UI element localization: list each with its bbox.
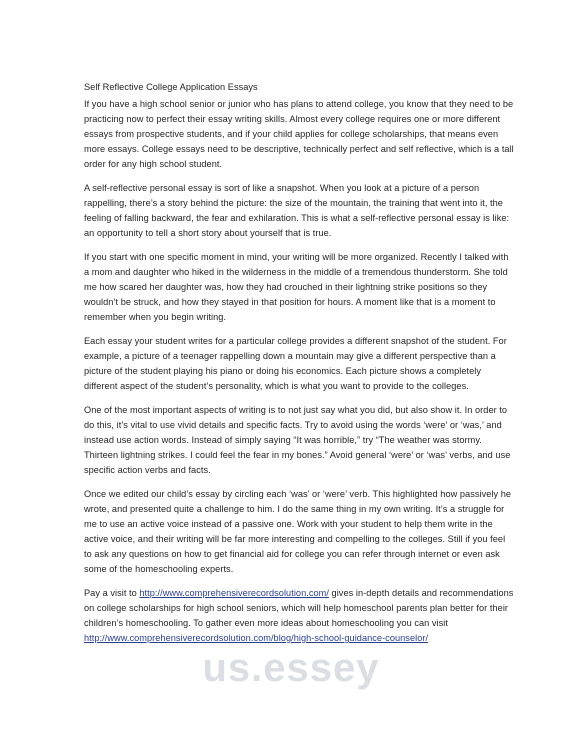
paragraph-4: Each essay your student writes for a particular college provides a different snapshot of the student. For example, a picture of a teenager rappelling down a mountain may give a different perspective than a picture of the student playing his piano or doing his economics. Each picture shows a completely different aspect of the student’s personality, which is what you want to provide to the colleges. (84, 336, 507, 391)
guidance-counselor-link[interactable]: http://www.comprehensiverecordsolution.com/blog/high-school-guidance-counselor/ (84, 633, 429, 643)
closing-middle-text: gives in-depth details and recommendations on college scholarships for high school seniors, which will help homeschool parents plan better for their children’s homeschooling. To gather even more ideas about homeschooling you can visit (84, 588, 514, 628)
watermark-logo: us.essey (202, 646, 380, 690)
closing-paragraph (84, 586, 514, 646)
comprehensive-record-link[interactable]: http://www.comprehensiverecordsolution.com/ (139, 588, 329, 598)
paragraph-3: If you start with one specific moment in mind, your writing will be more organized. Recently I talked with a mom and daughter who hiked in the wilderness in the middle of a tremendous thunderstorm. She told me how scared her daughter was, how they had crouched in their lightning strike positions so they wouldn’t be struck, and how they stayed in that position for hours. A moment like that is a moment to remember when you begin writing. (84, 252, 509, 322)
paragraph-2: A self-reflective personal essay is sort of like a snapshot. When you look at a picture of a person rappelling, there’s a story behind the picture: the size of the mountain, the training that went into it, the feeling of falling backward, the fear and exhilaration. This is what a self-reflective personal essay is like: an opportunity to tell a short story about yourself that is true. (84, 183, 510, 238)
paragraph-1: If you have a high school senior or junior who has plans to attend college, you know that they need to be practicing now to perfect their essay writing skills. Almost every college requires one or more different essays from prospective students, and if your child applies for college scholarships, that means even more essays. College essays need to be descriptive, technically perfect and self reflective, which is a tall order for any high school student. (84, 99, 514, 169)
paragraph-6: Once we edited our child’s essay by circling each ‘was’ or ‘were’ verb. This highlighted how passively he wrote, and presented quite a challenge to him. I do the same thing in my own writing. It’s a struggle for me to use an active voice instead of a passive one. Work with your student to help them write in the active voice, and their writing will be far more interesting and compelling to the colleges. Still if you feel to ask any questions on how to get financial aid for college you can refer through internet or even ask some of the homeschooling experts. (84, 489, 512, 574)
paragraph-5: One of the most important aspects of writing is to not just say what you did, but also show it. In order to do this, it’s vital to use vivid details and specific facts. Try to avoid using the words ‘were’ or ‘was,’ and instead use action words. Instead of simply saying “It was horrible,” try “The weather was stormy. Thirteen lightning strikes. I could feel the fear in my bones.” Avoid general ‘were’ or ‘was’ verbs, and use specific action verbs and facts. (84, 405, 511, 475)
document-title: Self Reflective College Application Essays (84, 82, 258, 92)
pay-visit-text: Pay a visit to (84, 588, 140, 598)
document-body (84, 80, 514, 655)
